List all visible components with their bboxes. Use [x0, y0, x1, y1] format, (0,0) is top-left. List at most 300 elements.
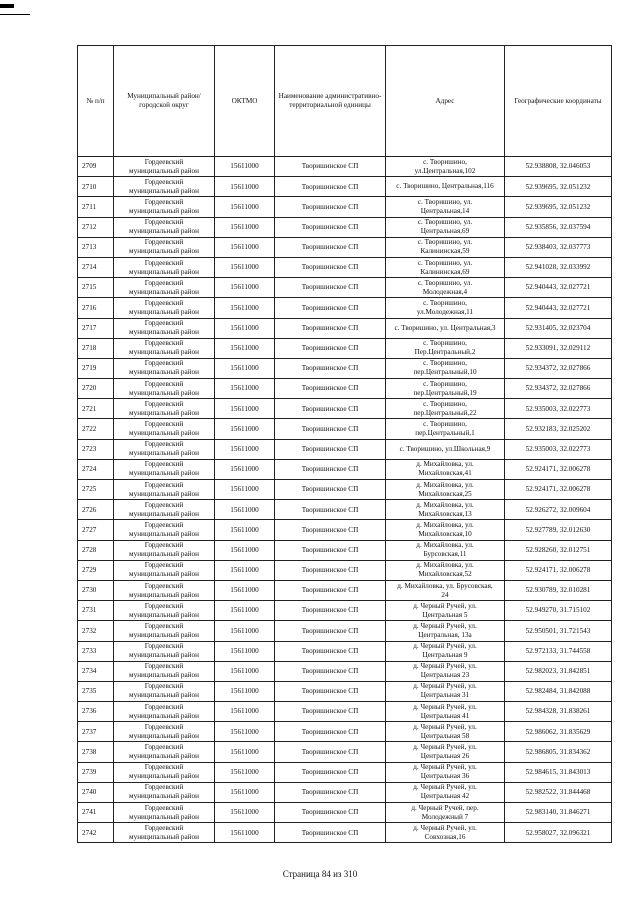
address-line: с. Творишино,: [423, 157, 467, 166]
cell-coords: 52.983140, 31.846271: [505, 803, 612, 823]
cell-num: 2737: [78, 722, 114, 742]
district-line: Гордеевский: [144, 379, 184, 388]
address-line: д. Черный Ручей, ул.: [413, 682, 477, 691]
district-line: муниципальный район: [129, 489, 199, 498]
address-line: Михайловская,13: [418, 509, 472, 518]
district-line: Гордеевский: [144, 319, 184, 328]
cell-num: 2734: [78, 661, 114, 681]
cell-unit: Творишинское СП: [275, 641, 386, 661]
cell-coords: 52.924171, 32.006278: [505, 480, 612, 500]
cell-unit: Творишинское СП: [275, 803, 386, 823]
cell-coords: 52.939695, 32.051232: [505, 197, 612, 217]
cell-district: [114, 318, 215, 338]
district-line: муниципальный район: [129, 529, 199, 538]
table-row: [78, 379, 612, 399]
cell-district: [114, 237, 215, 257]
address-line: Михайловская,10: [418, 529, 472, 538]
cell-num: 2731: [78, 601, 114, 621]
address-line: с. Творишино, ул.: [417, 238, 473, 247]
table-row: [78, 358, 612, 378]
address-line: с. Творишино,: [423, 339, 467, 348]
cell-address: [386, 742, 505, 762]
address-line: д. Михайловка, ул.: [416, 561, 474, 570]
address-line: Центральная 58: [420, 731, 470, 740]
cell-oktmo: 15611000: [215, 237, 275, 257]
header-num: № п/п: [78, 46, 114, 157]
address-line: пер.Центральный,10: [413, 368, 477, 377]
cell-unit: Творишинское СП: [275, 318, 386, 338]
cell-unit: Творишинское СП: [275, 459, 386, 479]
district-line: муниципальный район: [129, 328, 199, 337]
cell-unit: Творишинское СП: [275, 823, 386, 843]
table-row: [78, 338, 612, 358]
cell-unit: Творишинское СП: [275, 399, 386, 419]
cell-oktmo: 15611000: [215, 399, 275, 419]
cell-unit: Творишинское СП: [275, 177, 386, 197]
cell-unit: Творишинское СП: [275, 157, 386, 177]
table-body: [78, 157, 612, 843]
cell-address: [386, 782, 505, 802]
district-line: Гордеевский: [144, 601, 184, 610]
cell-address: [386, 439, 505, 459]
table-row: [78, 480, 612, 500]
cell-num: 2735: [78, 681, 114, 701]
cell-oktmo: 15611000: [215, 217, 275, 237]
cell-oktmo: 15611000: [215, 278, 275, 298]
district-line: Гордеевский: [144, 561, 184, 570]
cell-num: 2740: [78, 782, 114, 802]
address-line: Калининская,59: [420, 247, 470, 256]
cell-coords: 52.982484, 31.842088: [505, 681, 612, 701]
address-line: с. Творишино,: [423, 420, 467, 429]
cell-district: [114, 823, 215, 843]
cell-num: 2741: [78, 803, 114, 823]
district-line: Гордеевский: [144, 177, 184, 186]
cell-address: [386, 257, 505, 277]
cell-oktmo: 15611000: [215, 177, 275, 197]
header-coords: Географические координаты: [505, 46, 612, 157]
cell-coords: 52.949270, 31.715102: [505, 601, 612, 621]
address-line: д. Черный Ручей, ул.: [413, 743, 477, 752]
cell-coords: 52.924171, 32.006278: [505, 560, 612, 580]
cell-district: [114, 197, 215, 217]
cell-oktmo: 15611000: [215, 379, 275, 399]
cell-address: [386, 197, 505, 217]
district-line: муниципальный район: [129, 590, 199, 599]
address-line: Центральная,14: [420, 206, 470, 215]
cell-unit: Творишинское СП: [275, 621, 386, 641]
cell-num: 2742: [78, 823, 114, 843]
address-line: Центральная 26: [420, 752, 470, 761]
address-line: д. Черный Ручей, пер.: [411, 803, 479, 812]
cell-district: [114, 358, 215, 378]
cell-address: [386, 641, 505, 661]
cell-address: [386, 278, 505, 298]
cell-num: 2727: [78, 520, 114, 540]
address-line: Центральная 41: [420, 711, 470, 720]
cell-district: [114, 762, 215, 782]
page-footer: Страница 84 из 310: [282, 869, 358, 879]
address-line: Центральная, 13а: [418, 630, 472, 639]
district-line: муниципальный район: [129, 247, 199, 256]
cell-num: 2714: [78, 257, 114, 277]
cell-unit: Творишинское СП: [275, 257, 386, 277]
table-row: [78, 580, 612, 600]
cell-unit: Творишинское СП: [275, 580, 386, 600]
table-row: [78, 298, 612, 318]
district-line: муниципальный район: [129, 832, 199, 841]
scan-corner-mark: [0, 4, 14, 8]
address-line: Совхозная,16: [424, 832, 466, 841]
cell-address: [386, 762, 505, 782]
address-line: Центральная 9: [422, 651, 468, 660]
address-line: 24: [441, 590, 449, 599]
table-row: [78, 803, 612, 823]
cell-district: [114, 803, 215, 823]
cell-num: 2721: [78, 399, 114, 419]
cell-district: [114, 601, 215, 621]
district-line: Гордеевский: [144, 823, 184, 832]
cell-address: [386, 722, 505, 742]
address-line: д. Михайловка, ул.: [416, 460, 474, 469]
cell-oktmo: 15611000: [215, 257, 275, 277]
address-line: пер.Центральный,1: [415, 429, 475, 438]
cell-unit: Творишинское СП: [275, 560, 386, 580]
cell-oktmo: 15611000: [215, 641, 275, 661]
cell-oktmo: 15611000: [215, 157, 275, 177]
cell-address: [386, 358, 505, 378]
cell-oktmo: 15611000: [215, 722, 275, 742]
district-line: муниципальный район: [129, 731, 199, 740]
cell-address: [386, 520, 505, 540]
cell-num: 2716: [78, 298, 114, 318]
cell-address: [386, 823, 505, 843]
cell-coords: 52.924171, 32.006278: [505, 459, 612, 479]
address-line: с. Творишино, ул.: [417, 258, 473, 267]
table-header-row: [78, 46, 612, 157]
table-row: [78, 520, 612, 540]
cell-oktmo: 15611000: [215, 540, 275, 560]
district-line: муниципальный район: [129, 671, 199, 680]
address-line: д. Черный Ручей, ул.: [413, 662, 477, 671]
cell-unit: Творишинское СП: [275, 480, 386, 500]
cell-unit: Творишинское СП: [275, 379, 386, 399]
cell-oktmo: 15611000: [215, 803, 275, 823]
address-line: Центральная 23: [420, 671, 470, 680]
district-line: Гордеевский: [144, 480, 184, 489]
district-line: Гордеевский: [144, 420, 184, 429]
address-line: с. Творишино, ул. Центральная,3: [394, 323, 496, 332]
address-line: ул.Молодежная,11: [416, 307, 474, 316]
header-oktmo: ОКТМО: [215, 46, 275, 157]
cell-coords: 52.986062, 31.835629: [505, 722, 612, 742]
cell-address: [386, 379, 505, 399]
cell-coords: 52.935003, 32.022773: [505, 399, 612, 419]
cell-coords: 52.934372, 32.027866: [505, 379, 612, 399]
cell-district: [114, 641, 215, 661]
district-line: муниципальный район: [129, 509, 199, 518]
cell-district: [114, 157, 215, 177]
cell-oktmo: 15611000: [215, 580, 275, 600]
cell-coords: 52.926272, 32.009604: [505, 500, 612, 520]
district-line: муниципальный район: [129, 630, 199, 639]
cell-coords: 52.933091, 32.029112: [505, 338, 612, 358]
address-line: д. Черный Ручей, ул.: [413, 702, 477, 711]
cell-oktmo: 15611000: [215, 621, 275, 641]
table-row: [78, 500, 612, 520]
address-line: Центральная 36: [420, 772, 470, 781]
cell-address: [386, 621, 505, 641]
district-line: Гордеевский: [144, 682, 184, 691]
district-line: Гордеевский: [144, 298, 184, 307]
cell-address: [386, 298, 505, 318]
address-line: Михайловская,41: [418, 469, 472, 478]
cell-coords: 52.941028, 32.033992: [505, 257, 612, 277]
district-line: Гордеевский: [144, 520, 184, 529]
address-line: Центральная 5: [422, 610, 468, 619]
cell-oktmo: 15611000: [215, 419, 275, 439]
district-line: муниципальный район: [129, 469, 199, 478]
district-line: Гордеевский: [144, 803, 184, 812]
cell-unit: Творишинское СП: [275, 278, 386, 298]
address-line: д. Михайловка, ул.: [416, 541, 474, 550]
address-line: с. Творишино, Центральная,116: [396, 182, 494, 191]
cell-address: [386, 560, 505, 580]
cell-oktmo: 15611000: [215, 702, 275, 722]
cell-num: 2712: [78, 217, 114, 237]
district-line: Гордеевский: [144, 460, 184, 469]
district-line: Гордеевский: [144, 238, 184, 247]
address-line: ул.Центральная,102: [414, 166, 476, 175]
table-row: [78, 318, 612, 338]
cell-unit: Творишинское СП: [275, 419, 386, 439]
cell-unit: Творишинское СП: [275, 601, 386, 621]
cell-district: [114, 480, 215, 500]
cell-district: [114, 338, 215, 358]
address-line: Бурсовская,11: [423, 550, 467, 559]
address-line: д. Черный Ручей, ул.: [413, 621, 477, 630]
cell-oktmo: 15611000: [215, 358, 275, 378]
cell-oktmo: 15611000: [215, 459, 275, 479]
scan-corner-line: [0, 14, 30, 15]
cell-district: [114, 540, 215, 560]
cell-district: [114, 580, 215, 600]
cell-num: 2729: [78, 560, 114, 580]
table-row: [78, 217, 612, 237]
address-line: д. Михайловка, ул.: [416, 520, 474, 529]
address-line: д. Черный Ручей, ул.: [413, 763, 477, 772]
address-line: с. Творишино, ул.Школьная,9: [399, 444, 491, 453]
cell-coords: 52.940443, 32.027721: [505, 278, 612, 298]
district-line: муниципальный район: [129, 449, 199, 458]
cell-num: 2713: [78, 237, 114, 257]
cell-address: [386, 681, 505, 701]
district-line: муниципальный район: [129, 348, 199, 357]
address-line: Центральная,69: [420, 227, 470, 236]
cell-coords: 52.938403, 32.037773: [505, 237, 612, 257]
cell-district: [114, 379, 215, 399]
cell-district: [114, 621, 215, 641]
district-line: Гордеевский: [144, 743, 184, 752]
district-line: муниципальный район: [129, 429, 199, 438]
district-line: Гордеевский: [144, 157, 184, 166]
cell-address: [386, 702, 505, 722]
cell-oktmo: 15611000: [215, 439, 275, 459]
cell-num: 2725: [78, 480, 114, 500]
district-line: Гордеевский: [144, 440, 184, 449]
cell-address: [386, 500, 505, 520]
cell-oktmo: 15611000: [215, 601, 275, 621]
cell-district: [114, 439, 215, 459]
cell-district: [114, 459, 215, 479]
district-line: Гордеевский: [144, 500, 184, 509]
cell-district: [114, 560, 215, 580]
address-line: Михайловская,25: [418, 489, 472, 498]
table-row: [78, 257, 612, 277]
cell-district: [114, 298, 215, 318]
cell-num: 2719: [78, 358, 114, 378]
cell-num: 2732: [78, 621, 114, 641]
cell-num: 2733: [78, 641, 114, 661]
cell-district: [114, 681, 215, 701]
cell-address: [386, 540, 505, 560]
cell-oktmo: 15611000: [215, 661, 275, 681]
cell-coords: 52.982522, 31.844468: [505, 782, 612, 802]
address-line: д. Черный Ручей, ул.: [413, 783, 477, 792]
cell-district: [114, 257, 215, 277]
address-line: с. Творишино,: [423, 298, 467, 307]
cell-unit: Творишинское СП: [275, 500, 386, 520]
table-row: [78, 621, 612, 641]
cell-address: [386, 419, 505, 439]
cell-unit: Творишинское СП: [275, 742, 386, 762]
cell-oktmo: 15611000: [215, 560, 275, 580]
cell-unit: Творишинское СП: [275, 722, 386, 742]
cell-oktmo: 15611000: [215, 681, 275, 701]
cell-district: [114, 782, 215, 802]
cell-num: 2738: [78, 742, 114, 762]
district-line: Гордеевский: [144, 642, 184, 651]
cell-coords: 52.932183, 32.025202: [505, 419, 612, 439]
cell-num: 2723: [78, 439, 114, 459]
cell-coords: 52.958027, 32.096321: [505, 823, 612, 843]
cell-coords: 52.986805, 31.834362: [505, 742, 612, 762]
district-line: Гордеевский: [144, 218, 184, 227]
address-line: Пер.Центральный,2: [414, 348, 476, 357]
table-row: [78, 823, 612, 843]
district-line: муниципальный район: [129, 408, 199, 417]
address-line: с. Творишино,: [423, 359, 467, 368]
header-district: Муниципальный район/городской округ: [114, 46, 215, 157]
cell-num: 2710: [78, 177, 114, 197]
cell-coords: 52.935003, 32.022773: [505, 439, 612, 459]
cell-num: 2736: [78, 702, 114, 722]
cell-oktmo: 15611000: [215, 823, 275, 843]
cell-num: 2739: [78, 762, 114, 782]
cell-unit: Творишинское СП: [275, 520, 386, 540]
header-address: Адрес: [386, 46, 505, 157]
cell-address: [386, 157, 505, 177]
district-line: муниципальный район: [129, 186, 199, 195]
cell-coords: 52.931405, 32.023704: [505, 318, 612, 338]
objects-table: [77, 45, 612, 843]
table-row: [78, 722, 612, 742]
cell-unit: Творишинское СП: [275, 661, 386, 681]
table-row: [78, 278, 612, 298]
address-line: д. Черный Ручей, ул.: [413, 722, 477, 731]
district-line: муниципальный район: [129, 711, 199, 720]
table-row: [78, 681, 612, 701]
cell-district: [114, 661, 215, 681]
cell-coords: 52.928260, 32.012751: [505, 540, 612, 560]
cell-address: [386, 217, 505, 237]
cell-coords: 52.940443, 32.027721: [505, 298, 612, 318]
district-line: Гордеевский: [144, 197, 184, 206]
cell-address: [386, 459, 505, 479]
district-line: муниципальный район: [129, 287, 199, 296]
cell-oktmo: 15611000: [215, 480, 275, 500]
cell-coords: 52.934372, 32.027866: [505, 358, 612, 378]
district-line: муниципальный район: [129, 772, 199, 781]
district-line: муниципальный район: [129, 307, 199, 316]
district-line: муниципальный район: [129, 206, 199, 215]
cell-address: [386, 601, 505, 621]
district-line: Гордеевский: [144, 621, 184, 630]
district-line: Гордеевский: [144, 541, 184, 550]
address-line: с. Творишино, ул.: [417, 278, 473, 287]
district-line: муниципальный район: [129, 368, 199, 377]
cell-address: [386, 318, 505, 338]
district-line: муниципальный район: [129, 812, 199, 821]
cell-oktmo: 15611000: [215, 762, 275, 782]
address-line: с. Творишино,: [423, 399, 467, 408]
cell-district: [114, 217, 215, 237]
district-line: Гордеевский: [144, 399, 184, 408]
cell-num: 2711: [78, 197, 114, 217]
table-row: [78, 641, 612, 661]
address-line: с. Творишино, ул.: [417, 218, 473, 227]
cell-num: 2724: [78, 459, 114, 479]
address-line: с. Творишино, ул.: [417, 197, 473, 206]
cell-oktmo: 15611000: [215, 500, 275, 520]
cell-district: [114, 278, 215, 298]
table-row: [78, 661, 612, 681]
address-line: д. Черный Ручей, ул.: [413, 642, 477, 651]
table-row: [78, 237, 612, 257]
cell-num: 2728: [78, 540, 114, 560]
address-line: д. Михайловка, ул.: [416, 480, 474, 489]
cell-district: [114, 177, 215, 197]
cell-district: [114, 702, 215, 722]
cell-coords: 52.935856, 32.037594: [505, 217, 612, 237]
district-line: муниципальный район: [129, 752, 199, 761]
cell-coords: 52.984615, 31.843013: [505, 762, 612, 782]
address-line: д. Черный Ручей, ул.: [413, 823, 477, 832]
cell-unit: Творишинское СП: [275, 702, 386, 722]
cell-oktmo: 15611000: [215, 318, 275, 338]
table-row: [78, 762, 612, 782]
cell-address: [386, 661, 505, 681]
address-line: Калининская,69: [420, 267, 470, 276]
address-line: Центральная 31: [420, 691, 470, 700]
cell-num: 2722: [78, 419, 114, 439]
district-line: муниципальный район: [129, 388, 199, 397]
cell-num: 2717: [78, 318, 114, 338]
cell-unit: Творишинское СП: [275, 338, 386, 358]
cell-unit: Творишинское СП: [275, 762, 386, 782]
table-row: [78, 177, 612, 197]
cell-oktmo: 15611000: [215, 298, 275, 318]
